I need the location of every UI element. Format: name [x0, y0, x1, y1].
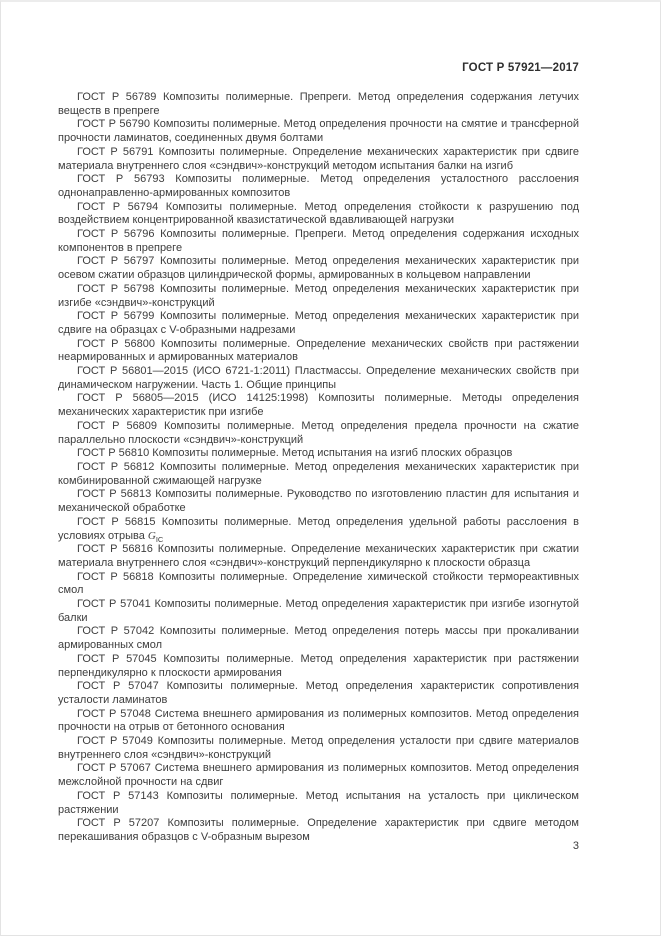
standard-entry: ГОСТ Р 56793 Композиты полимерные. Метод определения усталостного расслоения однонаправленно-армированных композитов: [58, 173, 579, 199]
standards-list: [58, 91, 579, 845]
standard-entry: ГОСТ Р 56790 Композиты полимерные. Метод определения прочности на смятие и трансферной прочности ламинатов, соединенных двумя болтами: [58, 118, 579, 145]
standard-entry: ГОСТ Р 57045 Композиты полимерные. Метод определения характеристик при растяжении перпендикулярно к плоскости армирования: [58, 652, 579, 679]
standard-entry: ГОСТ Р 56800 Композиты полимерные. Определение механических свойств при растяжении неармированных и армированных материалов: [58, 337, 579, 364]
standard-entry: ГОСТ Р 57041 Композиты полимерные. Метод определения характеристик при изгибе изогнутой балки: [58, 598, 579, 624]
standard-entry: ГОСТ Р 56791 Композиты полимерные. Определение механических характеристик при сдвиге материала внутреннего слоя «сэндвич»-конструкций методом испытания балки на изгиб: [58, 145, 579, 172]
standard-entry: ГОСТ Р 56809 Композиты полимерные. Метод определения предела прочности на сжатие параллельно плоскости «сэндвич»-конструкций: [58, 419, 579, 446]
standard-entry: ГОСТ Р 56797 Композиты полимерные. Метод определения механических характеристик при осевом сжатии образцов цилиндрической формы, армированных в кольцевом направлении: [58, 255, 579, 282]
page-number: 3: [572, 840, 579, 852]
standard-entry: ГОСТ Р 56813 Композиты полимерные. Руководство по изготовлению пластин для испытания и механической обработке: [58, 488, 579, 515]
standard-entry: ГОСТ Р 57049 Композиты полимерные. Метод определения усталости при сдвиге материалов внутреннего слоя «сэндвич»-конструкций: [58, 735, 579, 761]
standard-entry: ГОСТ Р 56801—2015 (ИСО 6721-1:2011) Пластмассы. Определение механических свойств при динамическом нагружении. Часть 1. Общие принципы: [58, 365, 579, 391]
standard-entry: ГОСТ Р 57207 Композиты полимерные. Определение характеристик при сдвиге методом перекашивания образцов с V-образным вырезом: [58, 817, 579, 843]
standard-entry: ГОСТ Р 56805—2015 (ИСО 14125:1998) Композиты полимерные. Методы определения механических характеристик при изгибе: [58, 392, 579, 419]
fracture-toughness-formula: $G_{IC}$: [147, 529, 164, 544]
standard-entry: ГОСТ Р 57067 Система внешнего армирования из полимерных композитов. Метод определения межслойной прочности на сдвиг: [58, 762, 579, 789]
running-header: [58, 62, 579, 74]
standard-entry: ГОСТ Р 57042 Композиты полимерные. Метод определения потерь массы при прокаливании армированных смол: [58, 625, 579, 652]
standard-code-header: ГОСТ Р 57921—2017: [462, 62, 579, 74]
standard-entry: ГОСТ Р 57143 Композиты полимерные. Метод испытания на усталость при циклическом растяжении: [58, 789, 579, 816]
standard-entry: ГОСТ Р 56796 Композиты полимерные. Препреги. Метод определения содержания исходных компонентов в препреге: [58, 228, 579, 254]
standard-entry: ГОСТ Р 56812 Композиты полимерные. Метод определения механических характеристик при комбинированной сжимающей нагрузке: [58, 460, 579, 487]
standard-entry: ГОСТ Р 56799 Композиты полимерные. Метод определения механических характеристик при сдвиге на образцах с V-образными надрезами: [58, 310, 579, 336]
standard-entry: ГОСТ Р 56818 Композиты полимерные. Определение химической стойкости термореактивных смол: [58, 570, 579, 597]
standard-entry: ГОСТ Р 57047 Композиты полимерные. Метод определения характеристик сопротивления усталости ламинатов: [58, 680, 579, 706]
standard-entry: ГОСТ Р 56794 Композиты полимерные. Метод определения стойкости к разрушению под воздействием концентрированной квазистатической вдавливающей нагрузки: [58, 200, 579, 227]
page-footer: [58, 840, 579, 852]
standard-entry: ГОСТ Р 56798 Композиты полимерные. Метод определения механических характеристик при изгибе «сэндвич»-конструкций: [58, 282, 579, 309]
standard-entry: ГОСТ Р 57048 Система внешнего армирования из полимерных композитов. Метод определения прочности на отрыв от бетонного основания: [58, 707, 579, 734]
standard-entry: ГОСТ Р 56816 Композиты полимерные. Определение механических характеристик при сжатии материала внутреннего слоя «сэндвич»-конструкций перпендикулярно к плоскости образца: [58, 543, 579, 569]
standard-entry: ГОСТ Р 56810 Композиты полимерные. Метод испытания на изгиб плоских образцов: [77, 447, 513, 460]
standard-entry: ГОСТ Р 56789 Композиты полимерные. Препреги. Метод определения содержания летучих веществ в препреге: [58, 91, 579, 117]
standard-entry: ГОСТ Р 56815 Композиты полимерные. Метод определения удельной работы расслоения в условиях отрыва $G_{IC}$: [58, 515, 579, 544]
